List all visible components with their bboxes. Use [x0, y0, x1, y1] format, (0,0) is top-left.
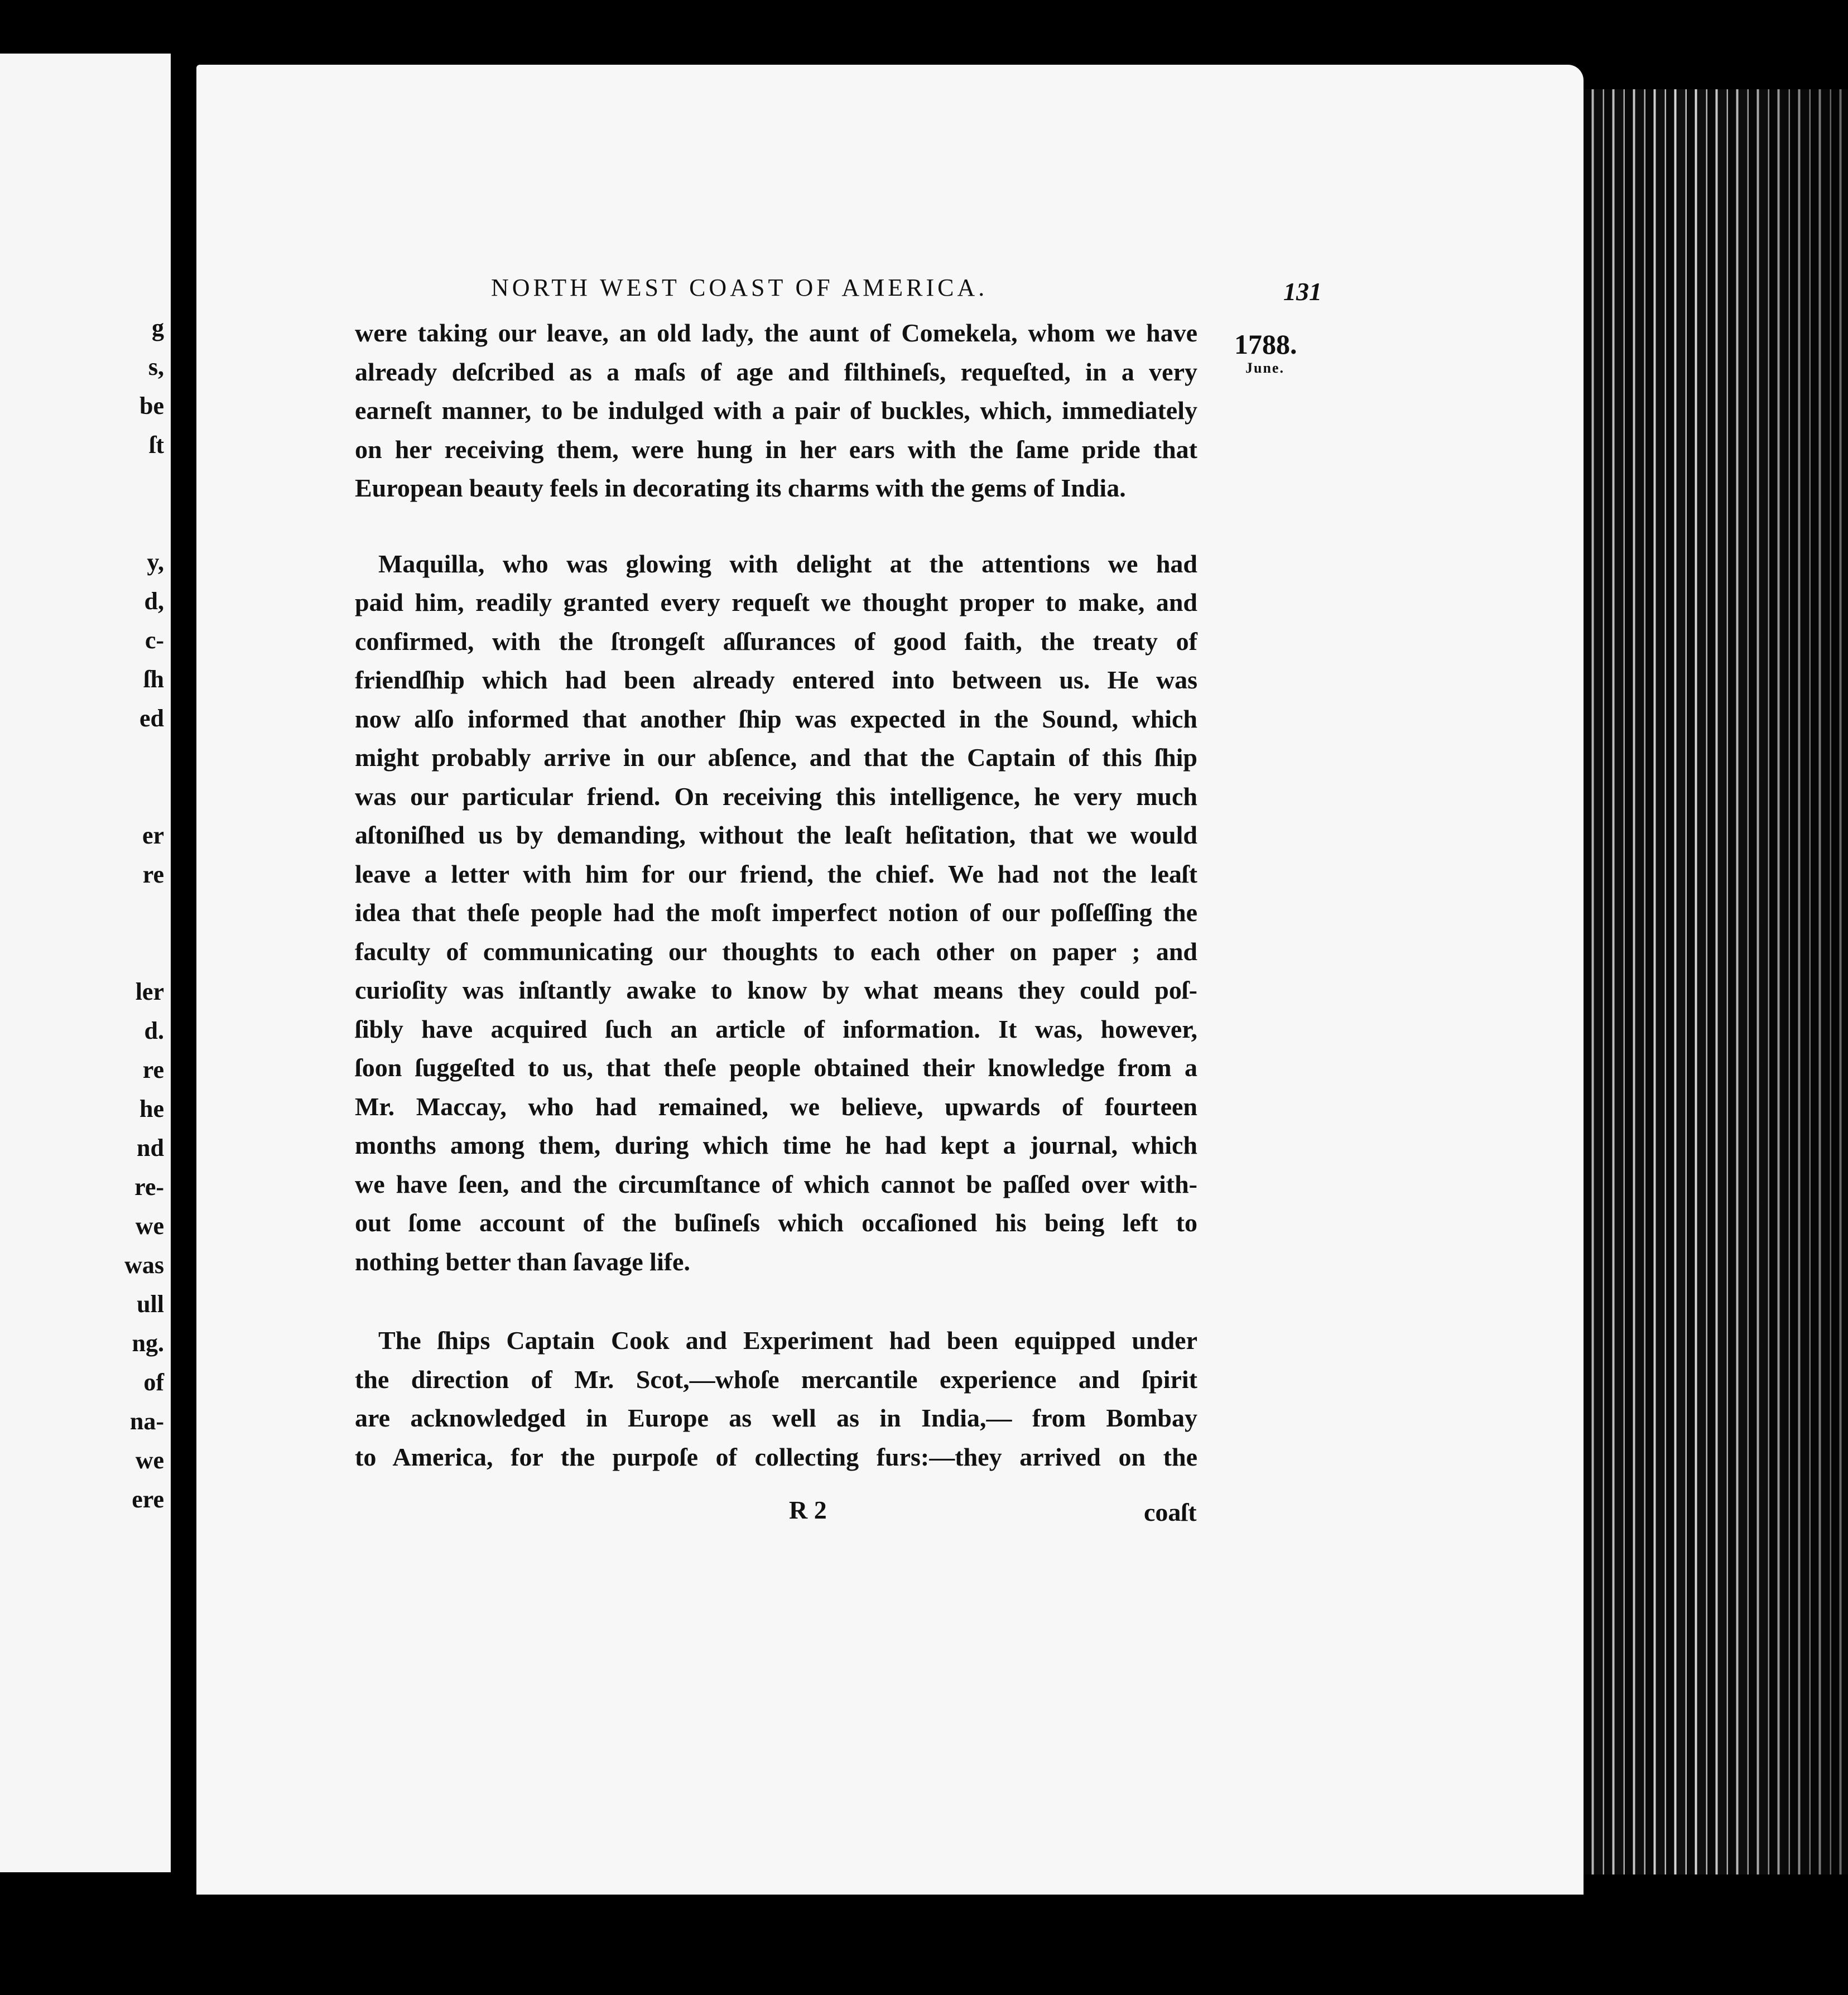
text-line: nothing better than ſavage life.: [355, 1247, 690, 1276]
facing-page-fragment: g: [152, 314, 164, 341]
text-line: Maquilla, who was glowing with delight at the attentions we had: [378, 549, 1197, 578]
text-line: idea that theſe people had the moſt imperfect notion of our poſſeſſing the: [355, 898, 1197, 927]
text-line: ſibly have acquired ſuch an article of information. It was, however,: [355, 1014, 1197, 1043]
facing-page-fragment: c-: [145, 627, 164, 654]
facing-page-fragment: er: [142, 822, 164, 849]
facing-page-fragment: re-: [134, 1173, 164, 1201]
page-number: 131: [1283, 277, 1322, 306]
paragraph-gap: [355, 508, 1197, 544]
facing-page-fragment: d.: [144, 1017, 164, 1044]
text-line: was our particular friend. On receiving this intelligence, he very much: [355, 782, 1197, 811]
facing-page-fragment: ler: [135, 978, 164, 1005]
text-line: now alſo informed that another ſhip was expected in the Sound, which: [355, 704, 1197, 733]
text-line: we have ſeen, and the circumſtance of which cannot be paſſed over with-: [355, 1169, 1197, 1198]
text-line: are acknowledged in Europe as well as in India,— from Bombay: [355, 1404, 1197, 1432]
facing-page-fragment: ſh: [143, 666, 164, 693]
text-line: friendſhip which had been already entered into between us. He was: [355, 666, 1197, 694]
text-line: ſoon ſuggeſted to us, that theſe people obtained their knowledge from a: [355, 1053, 1197, 1082]
facing-page-fragment: ed: [139, 705, 164, 732]
facing-page-fragment: was: [124, 1251, 164, 1279]
facing-page-fragment: s,: [148, 353, 164, 380]
text-line: European beauty feels in decorating its charms with the gems of India.: [355, 474, 1126, 502]
margin-month: June.: [1245, 360, 1284, 376]
margin-year: 1788.: [1234, 329, 1297, 360]
text-line: were taking our leave, an old lady, the aunt of Comekela, whom we have: [355, 319, 1197, 347]
text-line: aſtoniſhed us by demanding, without the leaſt heſitation, that we would: [355, 821, 1197, 849]
text-line: Mr. Maccay, who had remained, we believe, upwards of fourteen: [355, 1092, 1197, 1121]
facing-page-fragment: re: [142, 1056, 164, 1083]
text-line: faculty of communicating our thoughts to each other on paper ; and: [355, 937, 1197, 966]
facing-page-fragment: re: [142, 861, 164, 888]
facing-page-fragment: he: [139, 1095, 164, 1122]
paragraph: [355, 314, 1197, 508]
facing-page-fragment: y,: [147, 548, 164, 576]
text-line: confirmed, with the ſtrongeſt aſſurances of good faith, the treaty of: [355, 627, 1197, 656]
catchword: coaſt: [1144, 1498, 1197, 1526]
facing-page-fragment: ere: [132, 1486, 164, 1513]
page-fore-edge: [1584, 89, 1848, 1874]
text-line: The ſhips Captain Cook and Experiment had been equipped under: [378, 1326, 1197, 1355]
facing-page-fragment: we: [135, 1212, 164, 1240]
text-line: paid him, readily granted every requeſt we thought proper to make, and: [355, 588, 1197, 616]
facing-page-fragment: we: [135, 1447, 164, 1474]
facing-page-fragment: be: [139, 392, 164, 420]
text-line: months among them, during which time he had kept a journal, which: [355, 1131, 1197, 1159]
text-line: already deſcribed as a maſs of age and filthineſs, requeſted, in a very: [355, 357, 1197, 386]
text-line: out ſome account of the buſineſs which occaſioned his being left to: [355, 1208, 1197, 1237]
facing-page-fragment: ſt: [149, 431, 164, 459]
paragraph-gap: [355, 1281, 1197, 1321]
signature-mark: R 2: [789, 1496, 827, 1524]
facing-page-fragment: ng.: [132, 1329, 164, 1357]
facing-page-fragment: ull: [137, 1290, 164, 1318]
text-line: curioſity was inſtantly awake to know by what means they could poſ-: [355, 976, 1197, 1004]
facing-page-fragment: of: [143, 1368, 164, 1396]
facing-page-fragment: nd: [137, 1134, 164, 1162]
paragraph: [355, 1321, 1197, 1476]
facing-page-fragment: na-: [129, 1408, 164, 1435]
text-line: leave a letter with him for our friend, the chief. We had not the leaſt: [355, 859, 1197, 888]
running-head: NORTH WEST COAST OF AMERICA.: [491, 274, 988, 301]
scan-border: [196, 1895, 1848, 1995]
body-text: [355, 314, 1197, 1476]
text-line: on her receiving them, were hung in her ears with the ſame pride that: [355, 435, 1197, 464]
text-line: to America, for the purpoſe of collecting furs:—they arrived on the: [355, 1442, 1197, 1471]
text-line: the direction of Mr. Scot,—whoſe mercantile experience and ſpirit: [355, 1365, 1197, 1394]
paragraph: [355, 544, 1197, 1281]
text-line: earneſt manner, to be indulged with a pair of buckles, which, immediately: [355, 396, 1197, 425]
text-line: might probably arrive in our abſence, and that the Captain of this ſhip: [355, 743, 1197, 772]
facing-page-fragment: d,: [144, 587, 164, 615]
facing-page: [0, 54, 171, 1872]
